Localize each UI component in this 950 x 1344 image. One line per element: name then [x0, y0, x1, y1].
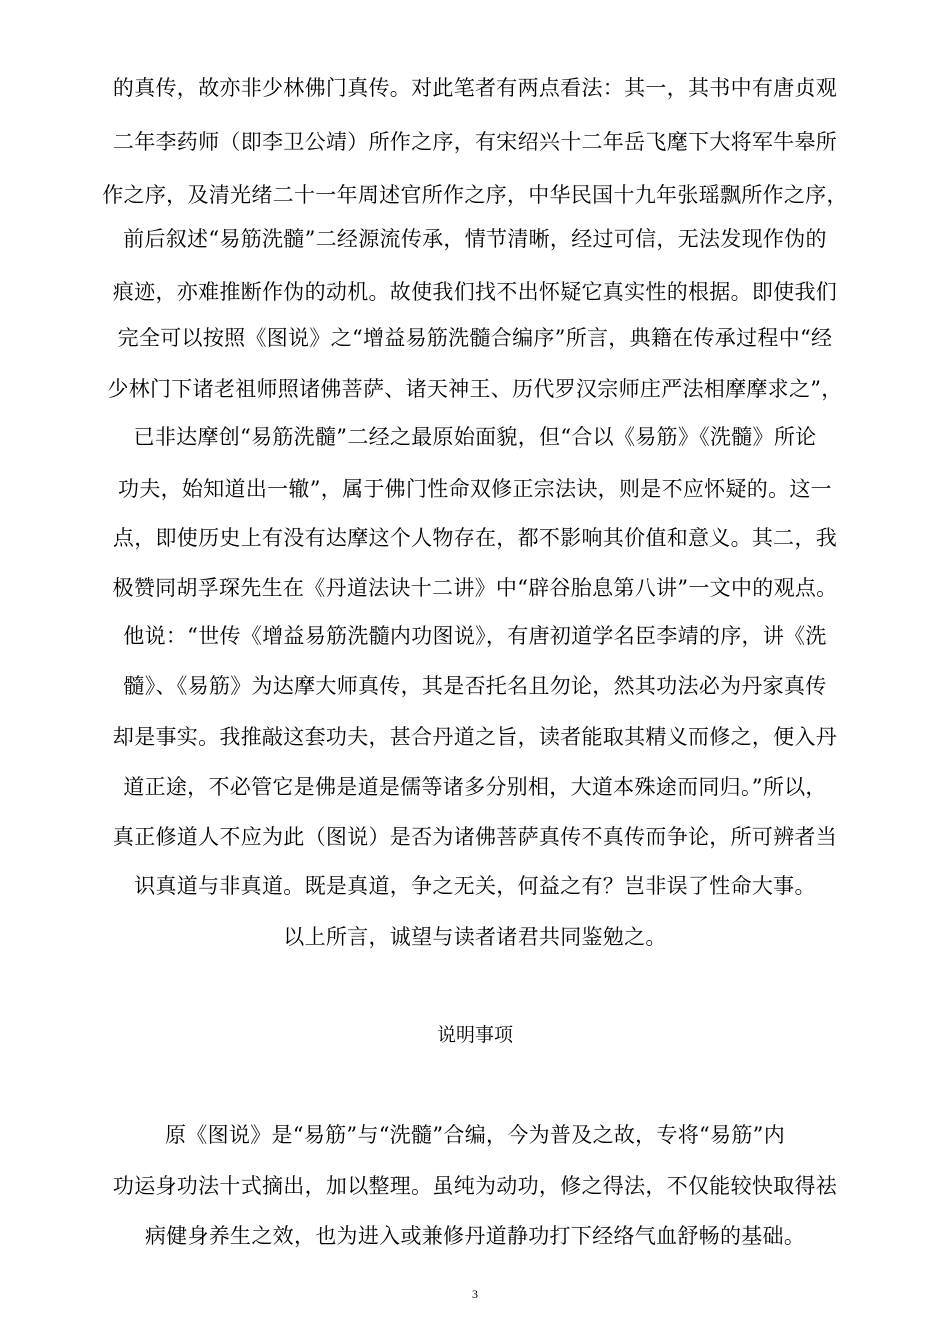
text-line: 已非达摩创“易筋洗髓”二经之最原始面貌，但“合以《易筋》《洗髓》所论	[133, 425, 817, 449]
text-line: 病健身养生之效，也为进入或兼修丹道静功打下经络气血舒畅的基础。	[144, 1224, 806, 1248]
text-line: 识真道与非真道。既是真道，争之无关，何益之有？岂非误了性命大事。	[134, 874, 816, 898]
text-line: 极赞同胡孚琛先生在《丹道法诀十二讲》中“辟谷胎息第八讲”一文中的观点。	[112, 576, 838, 600]
text-line: 完全可以按照《图说》之“增益易筋洗髓合编序”所言，典籍在传承过程中“经	[117, 326, 833, 350]
text-line: 他说：“世传《增益易筋洗髓内功图说》，有唐初道学名臣李靖的序，讲《洗	[123, 624, 827, 648]
text-line: 原《图说》是“易筋”与“洗髓”合编，今为普及之故，专将“易筋”内	[164, 1123, 785, 1147]
text-line: 作之序，及清光绪二十一年周述官所作之序，中华民国十九年张瑶飘所作之序，	[102, 183, 848, 207]
text-line: 的真传，故亦非少林佛门真传。对此笔者有两点看法：其一，其书中有唐贞观	[112, 76, 838, 100]
text-line: 功运身功法十式摘出，加以整理。虽纯为动功，修之得法，不仅能较快取得祛	[112, 1174, 838, 1198]
text-line: 道正途，不必管它是佛是道是儒等诸多分别相，大道本殊途而同归。”所以，	[123, 775, 827, 799]
text-line: 点，即使历史上有没有达摩这个人物存在，都不影响其价值和意义。其二，我	[112, 526, 838, 550]
text-line: 却是事实。我推敲这套功夫，甚合丹道之旨，读者能取其精义而修之，便入丹	[112, 725, 838, 749]
text-line: 二年李药师（即李卫公靖）所作之序，有宋绍兴十二年岳飞麾下大将军牛皋所	[112, 130, 838, 154]
page-number: 3	[472, 1287, 478, 1301]
text-line: 以上所言，诚望与读者诸君共同鉴勉之。	[283, 925, 667, 949]
text-line: 痕迹，亦难推断作伪的动机。故使我们找不出怀疑它真实性的根据。即使我们	[112, 280, 838, 304]
text-line: 少林门下诸老祖师照诸佛菩萨、诸天神王、历代罗汉宗师庄严法相摩摩求之”，	[107, 377, 843, 401]
text-line: 真正修道人不应为此（图说）是否为诸佛菩萨真传不真传而争论，所可辨者当	[112, 825, 838, 849]
text-line: 前后叙述“易筋洗髓”二经源流传承，情节清晰，经过可信，无法发现作伪的	[123, 227, 827, 251]
text-line: 髓》、《易筋》为达摩大师真传，其是否托名且勿论，然其功法必为丹家真传	[123, 674, 827, 698]
section-heading: 说明事项	[436, 1024, 513, 1046]
text-line: 功夫，始知道出一辙”，属于佛门性命双修正宗法诀，则是不应怀疑的。这一	[118, 477, 832, 501]
